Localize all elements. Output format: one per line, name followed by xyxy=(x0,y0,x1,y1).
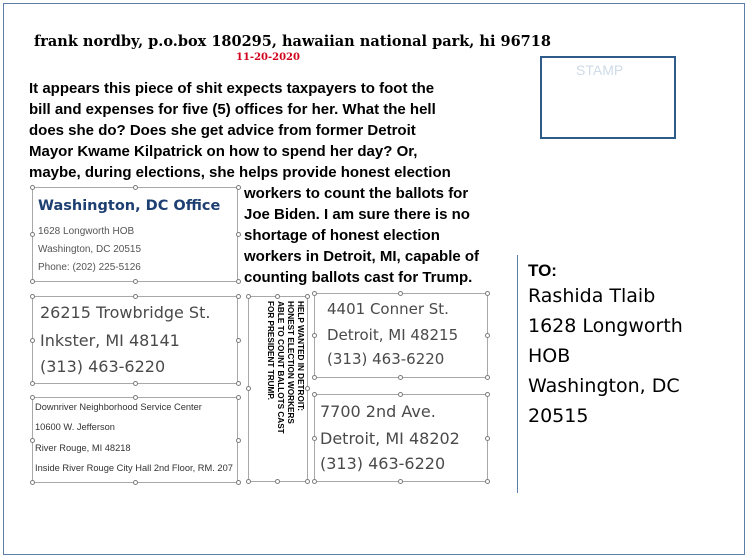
office-line: 26215 Trowbridge St. xyxy=(40,303,211,322)
message-line: workers to count the ballots for xyxy=(244,185,469,202)
message-line: It appears this piece of shit expects taxpayers to foot the xyxy=(29,80,435,97)
selection-handle xyxy=(275,479,280,484)
selection-handle xyxy=(246,479,251,484)
selection-handle xyxy=(236,395,241,400)
office-line: Detroit, MI 48202 xyxy=(320,429,460,448)
selection-handle xyxy=(30,381,35,386)
selection-handle xyxy=(305,479,310,484)
recipient-line: 1628 Longworth xyxy=(528,315,683,337)
help-wanted-line: HONEST ELECTION WORKERS xyxy=(286,301,295,424)
selection-handle xyxy=(485,375,490,380)
selection-handle xyxy=(246,386,251,391)
selection-handle xyxy=(485,392,490,397)
message-line: Mayor Kwame Kilpatrick on how to spend her day? Or, xyxy=(29,143,418,160)
selection-handle xyxy=(133,294,138,299)
message-line: maybe, during elections, she helps provide honest election xyxy=(29,164,451,181)
selection-handle xyxy=(236,480,241,485)
office-line: Phone: (202) 225-5126 xyxy=(38,262,141,273)
selection-handle xyxy=(485,479,490,484)
office-box-river-rouge xyxy=(32,397,238,483)
to-label: TO: xyxy=(528,261,557,280)
office-line: (313) 463-6220 xyxy=(327,350,445,368)
stamp-box xyxy=(540,56,676,139)
selection-handle xyxy=(236,232,241,237)
selection-handle xyxy=(398,291,403,296)
office-line: 10600 W. Jefferson xyxy=(35,422,115,432)
office-box-inkster xyxy=(32,296,238,384)
selection-handle xyxy=(30,232,35,237)
office-line: 1628 Longworth HOB xyxy=(38,226,135,237)
sender-address: frank nordby, p.o.box 180295, hawaiian national park, hi 96718 xyxy=(34,33,551,50)
message-line: bill and expenses for five (5) offices for her. What the hell xyxy=(29,101,436,118)
selection-handle xyxy=(236,381,241,386)
selection-handle xyxy=(236,185,241,190)
selection-handle xyxy=(30,395,35,400)
office-title: Washington, DC Office xyxy=(38,198,221,214)
selection-handle xyxy=(305,386,310,391)
help-wanted-line: ABLE TO COUNT BALLOTS CAST xyxy=(276,301,285,434)
office-box-washington xyxy=(32,187,238,282)
recipient-line: Rashida Tlaib xyxy=(528,285,656,307)
office-line: (313) 463-6220 xyxy=(320,454,446,473)
selection-handle xyxy=(312,436,317,441)
office-box-conner xyxy=(314,293,488,378)
selection-handle xyxy=(398,375,403,380)
selection-handle xyxy=(312,333,317,338)
selection-handle xyxy=(485,333,490,338)
selection-handle xyxy=(312,291,317,296)
message-line: Joe Biden. I am sure there is no xyxy=(244,206,470,223)
selection-handle xyxy=(236,294,241,299)
recipient-line: Washington, DC xyxy=(528,375,680,397)
office-line: Inside River Rouge City Hall 2nd Floor, RM. 207 xyxy=(35,463,233,473)
selection-handle xyxy=(485,291,490,296)
selection-handle xyxy=(133,381,138,386)
address-divider xyxy=(517,255,518,493)
selection-handle xyxy=(236,438,241,443)
selection-handle xyxy=(30,338,35,343)
selection-handle xyxy=(30,279,35,284)
date: 11-20-2020 xyxy=(236,52,300,63)
selection-handle xyxy=(312,375,317,380)
message-line: counting ballots cast for Trump. xyxy=(244,269,473,286)
recipient-line: 20515 xyxy=(528,405,589,427)
selection-handle xyxy=(485,436,490,441)
help-wanted-line: FOR PRESIDENT TRUMP. xyxy=(266,301,275,401)
selection-handle xyxy=(133,279,138,284)
selection-handle xyxy=(246,294,251,299)
selection-handle xyxy=(133,480,138,485)
selection-handle xyxy=(236,338,241,343)
selection-handle xyxy=(305,294,310,299)
recipient-line: HOB xyxy=(528,345,571,367)
office-line: (313) 463-6220 xyxy=(40,357,166,376)
office-line: Downriver Neighborhood Service Center xyxy=(35,402,202,412)
message-line: does she do? Does she get advice from former Detroit xyxy=(29,122,416,139)
selection-handle xyxy=(30,294,35,299)
office-line: 7700 2nd Ave. xyxy=(320,402,436,421)
office-line: Washington, DC 20515 xyxy=(38,244,142,255)
selection-handle xyxy=(312,479,317,484)
selection-handle xyxy=(398,392,403,397)
selection-handle xyxy=(30,480,35,485)
help-wanted-line: HELP WANTED IN DETROIT: xyxy=(296,301,305,411)
office-line: Detroit, MI 48215 xyxy=(327,326,459,344)
message-line: shortage of honest election xyxy=(244,227,440,244)
help-wanted-text xyxy=(253,301,305,475)
selection-handle xyxy=(133,395,138,400)
stamp-label: STAMP xyxy=(576,62,624,78)
selection-handle xyxy=(133,185,138,190)
selection-handle xyxy=(30,438,35,443)
message-line: workers in Detroit, MI, capable of xyxy=(244,248,480,265)
selection-handle xyxy=(398,479,403,484)
office-box-second-ave xyxy=(314,394,488,482)
selection-handle xyxy=(236,279,241,284)
selection-handle xyxy=(275,294,280,299)
office-line: Inkster, MI 48141 xyxy=(40,331,180,350)
selection-handle xyxy=(30,185,35,190)
office-line: 4401 Conner St. xyxy=(327,300,449,318)
selection-handle xyxy=(312,392,317,397)
office-line: River Rouge, MI 48218 xyxy=(35,443,131,453)
help-wanted-box xyxy=(248,296,308,482)
